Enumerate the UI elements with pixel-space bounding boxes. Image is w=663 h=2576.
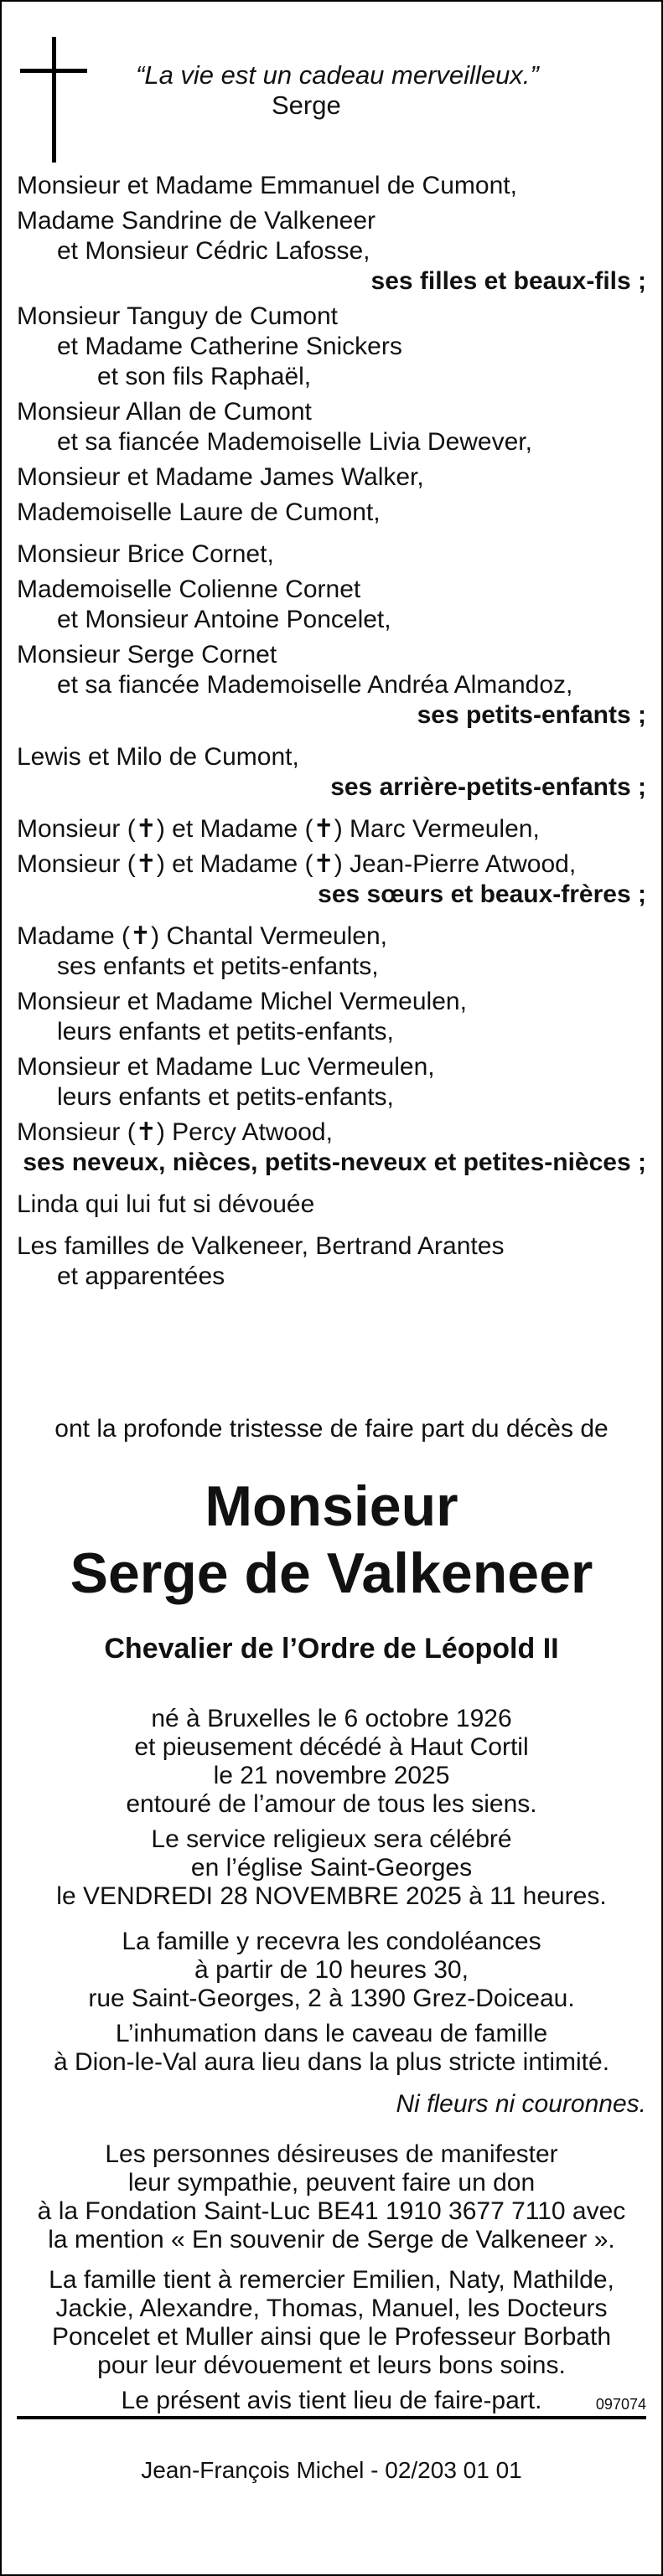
mourner-line: Monsieur (✝) Percy Atwood, (17, 1118, 333, 1146)
detail-line: à Dion-le-Val aura lieu dans la plus stricte intimité. (53, 2048, 610, 2076)
mourner-line: et sa fiancée Mademoiselle Andréa Almandoz, (57, 671, 573, 699)
deceased-title: Chevalier de l’Ordre de Léopold II (104, 1633, 559, 1665)
detail-line: le VENDREDI 28 NOVEMBRE 2025 à 11 heures. (56, 1882, 607, 1910)
detail-line: entouré de l’amour de tous les siens. (126, 1790, 537, 1818)
quote-text: “La vie est un cadeau merveilleux.” (136, 60, 539, 90)
mourner-line: Monsieur et Madame Emmanuel de Cumont, (17, 172, 517, 199)
detail-line: L’inhumation dans le caveau de famille (115, 2020, 548, 2047)
mourner-line: Monsieur (✝) et Madame (✝) Marc Vermeulen, (17, 815, 540, 843)
divider (17, 2416, 646, 2419)
mourner-line: Monsieur et Madame Luc Vermeulen, (17, 1053, 435, 1081)
deceased-honorific: Monsieur (205, 1474, 458, 1538)
mourner-line: et apparentées (57, 1262, 225, 1290)
detail-line: Poncelet et Muller ainsi que le Professeur Borbath (51, 2323, 612, 2351)
mourner-line: Mademoiselle Colienne Cornet (17, 576, 361, 603)
mourner-line: leurs enfants et petits-enfants, (57, 1083, 394, 1111)
no-flowers-note: Ni fleurs ni couronnes. (396, 2090, 646, 2118)
mourners-list (17, 171, 646, 1292)
detail-line: en l’église Saint-Georges (190, 1854, 473, 1882)
mourner-line: Madame Sandrine de Valkeneer (17, 207, 376, 235)
reference-number: 097074 (595, 2396, 646, 2413)
mourner-line: et sa fiancée Mademoiselle Livia Dewever, (57, 428, 532, 456)
detail-line: Les personnes désireuses de manifester (105, 2140, 558, 2168)
detail-line: leur sympathie, peuvent faire un don (127, 2169, 536, 2197)
mourner-line: Monsieur (✝) et Madame (✝) Jean-Pierre Atwood, (17, 850, 577, 878)
detail-line: à la Fondation Saint-Luc BE41 1910 3677 7110 avec (37, 2197, 626, 2225)
mourner-line: ses enfants et petits-enfants, (57, 952, 379, 980)
mourner-line: et Monsieur Cédric Lafosse, (57, 237, 370, 265)
mourner-line: Monsieur Allan de Cumont (17, 398, 312, 426)
detail-line: rue Saint-Georges, 2 à 1390 Grez-Doiceau. (88, 1985, 575, 2012)
deceased-name: Serge de Valkeneer (70, 1541, 593, 1605)
detail-line: Jackie, Alexandre, Thomas, Manuel, les Docteurs (55, 2295, 608, 2322)
funeral-director-contact: Jean-François Michel - 02/203 01 01 (141, 2457, 522, 2483)
detail-line: Le service religieux sera célébré (151, 1825, 512, 1853)
mourner-line: et Madame Catherine Snickers (57, 333, 402, 360)
detail-line: Le présent avis tient lieu de faire-part. (121, 2387, 542, 2414)
detail-line: né à Bruxelles le 6 octobre 1926 (151, 1705, 512, 1732)
relationship-label: ses filles et beaux-fils ; (370, 267, 646, 295)
mourner-line: Les familles de Valkeneer, Bertrand Arantes (17, 1232, 505, 1260)
mourner-line: Monsieur Tanguy de Cumont (17, 302, 338, 330)
mourner-line: Monsieur et Madame James Walker, (17, 463, 424, 491)
relationship-label: ses petits-enfants ; (417, 701, 646, 729)
detail-line: la mention « En souvenir de Serge de Valkeneer ». (48, 2226, 615, 2253)
mourner-line: Lewis et Milo de Cumont, (17, 743, 299, 771)
mourner-line: Monsieur et Madame Michel Vermeulen, (17, 988, 467, 1015)
detail-line: à partir de 10 heures 30, (194, 1956, 469, 1984)
quote-author: Serge (272, 90, 341, 120)
relationship-label: ses neveux, nièces, petits-neveux et petites-nièces ; (23, 1149, 646, 1176)
detail-line: et pieusement décédé à Haut Cortil (134, 1733, 529, 1761)
mourner-line: Linda qui lui fut si dévouée (17, 1190, 315, 1218)
mourner-line: Madame (✝) Chantal Vermeulen, (17, 922, 388, 950)
announcement: ont la profonde tristesse de faire part du décès de (54, 1415, 609, 1443)
mourner-line: Monsieur Serge Cornet (17, 641, 277, 669)
detail-line: le 21 novembre 2025 (213, 1762, 450, 1789)
mourner-line: Mademoiselle Laure de Cumont, (17, 498, 381, 526)
detail-line: La famille tient à remercier Emilien, Naty, Mathilde, (49, 2266, 614, 2294)
mourner-line: leurs enfants et petits-enfants, (57, 1018, 394, 1045)
cross-icon (20, 37, 87, 163)
mourner-line: et Monsieur Antoine Poncelet, (57, 606, 391, 633)
mourner-line: et son fils Raphaël, (97, 363, 312, 390)
mourner-line: Monsieur Brice Cornet, (17, 540, 274, 568)
detail-line: pour leur dévouement et leurs bons soins. (97, 2351, 566, 2379)
relationship-label: ses sœurs et beaux-frères ; (318, 880, 646, 908)
detail-line: La famille y recevra les condoléances (122, 1928, 541, 1955)
relationship-label: ses arrière-petits-enfants ; (330, 773, 646, 801)
